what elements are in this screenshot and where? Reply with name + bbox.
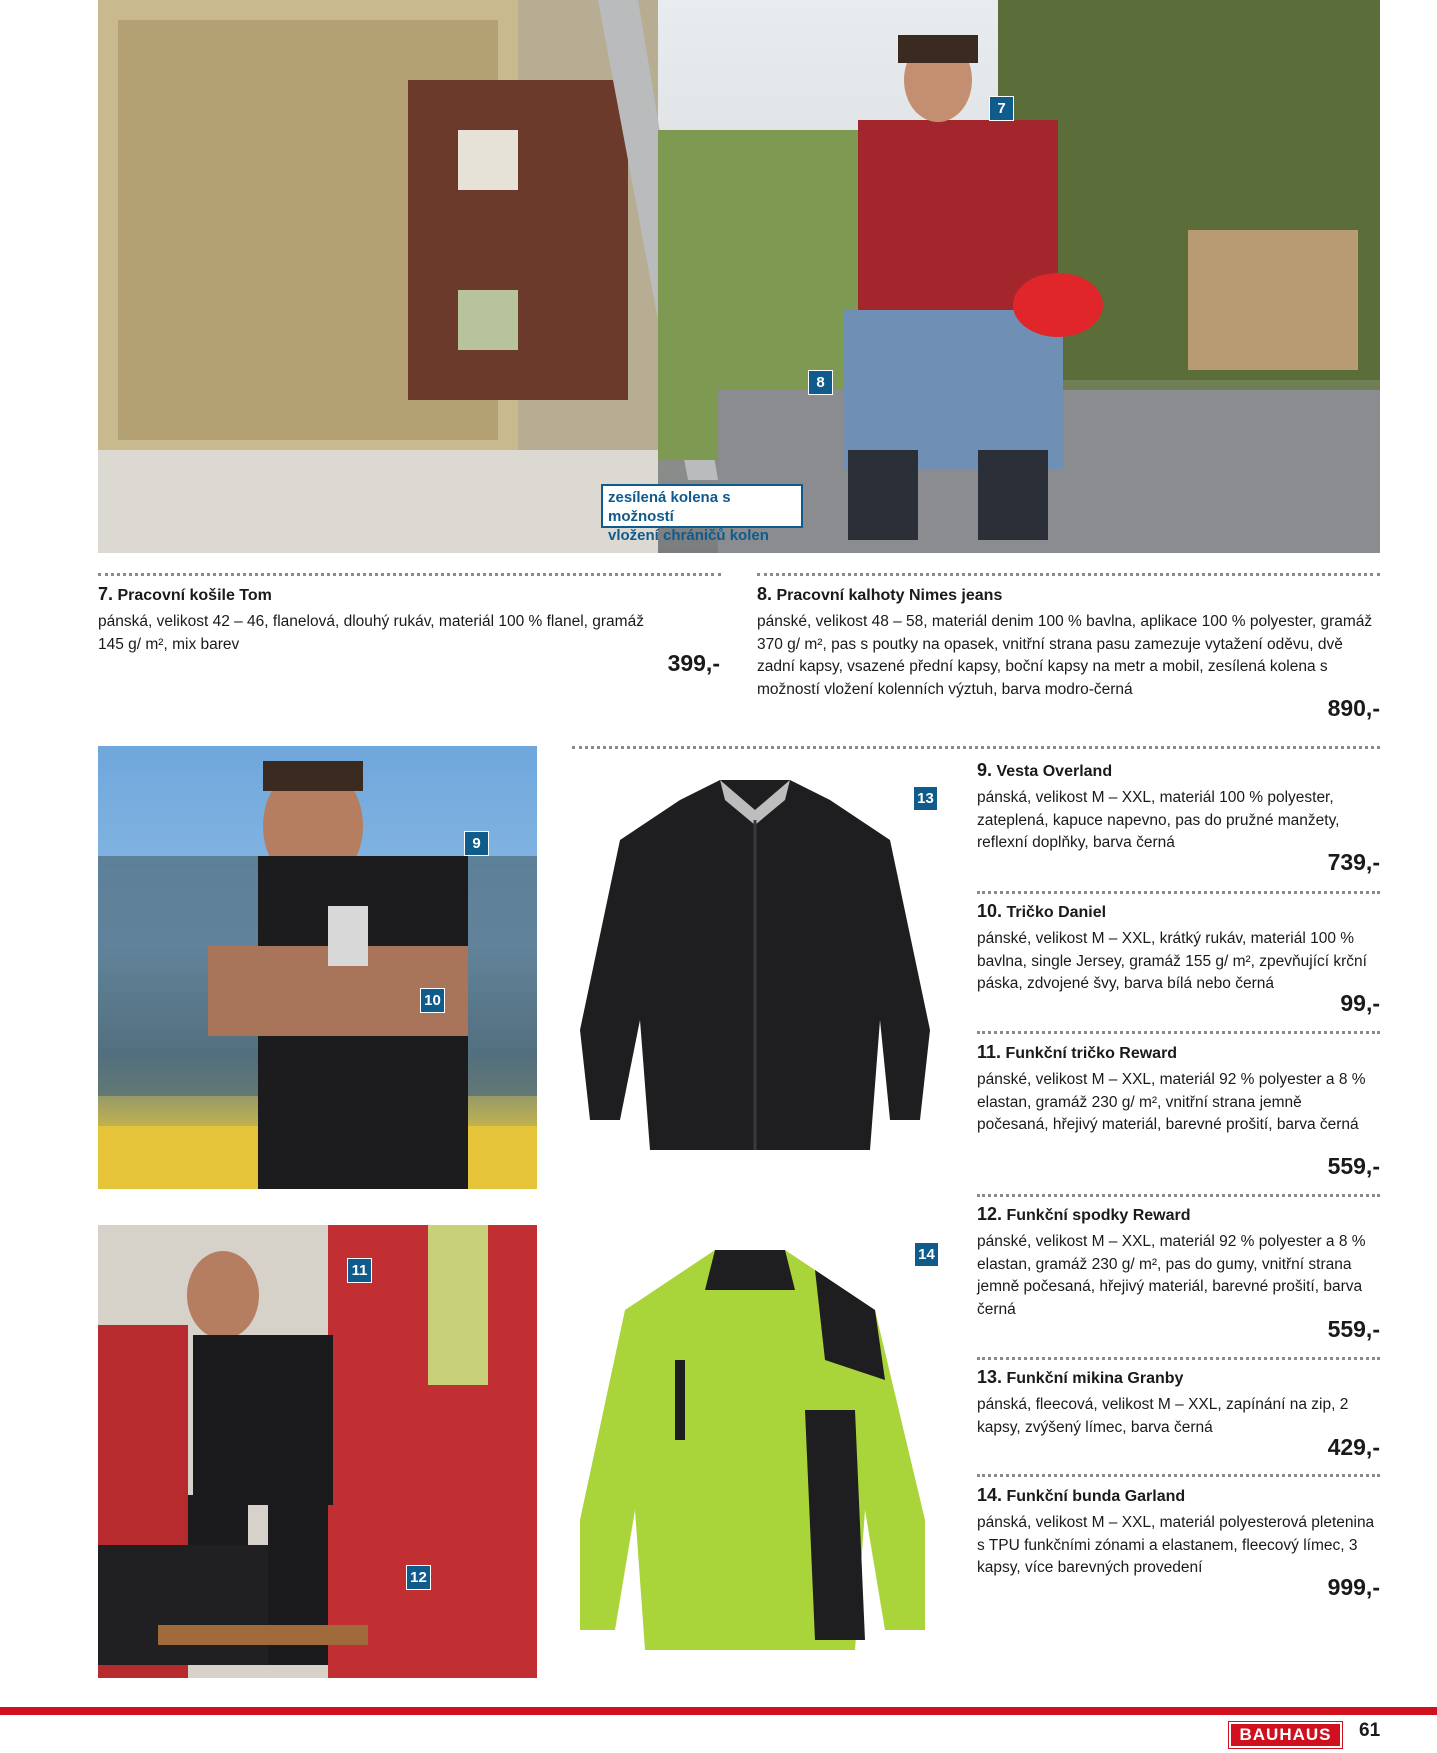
green-jacket-illustration bbox=[565, 1240, 940, 1660]
product-10-price: 99,- bbox=[1340, 990, 1380, 1016]
vest-illustration bbox=[98, 746, 537, 1189]
product-13 bbox=[977, 1367, 1377, 1439]
callout-line-1: zesílená kolena s možností bbox=[608, 489, 731, 525]
hero-photo bbox=[98, 0, 1380, 553]
fleece-jacket-photo bbox=[560, 770, 940, 1170]
product-7-title: 7. Pracovní košile Tom bbox=[98, 584, 272, 604]
product-11-price: 559,- bbox=[1327, 1153, 1380, 1179]
product-13-title: 13. Funkční mikina Granby bbox=[977, 1367, 1184, 1387]
page-number: 61 bbox=[1359, 1720, 1381, 1741]
product-10-title: 10. Tričko Daniel bbox=[977, 901, 1107, 921]
product-7-price: 399,- bbox=[667, 650, 720, 676]
product-7-desc: pánská, velikost 42 – 46, flanelová, dlouhý rukáv, materiál 100 % flanel, gramáž 145 g/ m², mix barev bbox=[98, 613, 644, 653]
product-14-price: 999,- bbox=[1327, 1574, 1380, 1600]
badge-8: 8 bbox=[808, 370, 833, 395]
badge-11: 11 bbox=[347, 1258, 372, 1283]
green-jacket-photo bbox=[565, 1240, 940, 1660]
product-7 bbox=[98, 584, 658, 656]
product-8-desc: pánské, velikost 48 – 58, materiál denim 100 % bavlna, aplikace 100 % polyester, gramáž 370 g/ m², pas s poutky na opasek, vnitřní strana pasu zamezuje vytažení oděvu, dvě zadní kapsy, vsazené přední kapsy, boční kapsy na metr a mobil, zesílená kolena s možností vložení kolenních výztuh, barva modro-černá bbox=[757, 613, 1373, 698]
product-11 bbox=[977, 1042, 1377, 1137]
product-9-price: 739,- bbox=[1327, 849, 1380, 875]
product-10-desc: pánské, velikost M – XXL, krátký rukáv, materiál 100 % bavlna, single Jersey, gramáž 155 g/ m², zpevňující krční páska, zdvojené švy, barva bílá nebo černá bbox=[977, 930, 1367, 992]
product-9 bbox=[977, 760, 1377, 855]
product-8-title: 8. Pracovní kalhoty Nimes jeans bbox=[757, 584, 1003, 604]
product-12 bbox=[977, 1204, 1377, 1321]
product-11-title: 11. Funkční tričko Reward bbox=[977, 1042, 1178, 1062]
knee-callout bbox=[601, 484, 803, 544]
divider-14 bbox=[977, 1474, 1380, 1477]
fleece-jacket-illustration bbox=[560, 770, 940, 1170]
vest-photo bbox=[98, 746, 537, 1189]
product-8 bbox=[757, 584, 1377, 701]
badge-9: 9 bbox=[464, 831, 489, 856]
locker-photo bbox=[98, 1225, 537, 1678]
product-12-title: 12. Funkční spodky Reward bbox=[977, 1204, 1191, 1224]
product-13-price: 429,- bbox=[1327, 1434, 1380, 1460]
badge-13: 13 bbox=[913, 786, 938, 811]
product-14-title: 14. Funkční bunda Garland bbox=[977, 1485, 1186, 1505]
product-13-desc: pánská, fleecová, velikost M – XXL, zapínání na zip, 2 kapsy, zvýšený límec, barva černá bbox=[977, 1396, 1349, 1436]
divider-10 bbox=[977, 891, 1380, 894]
product-11-desc: pánské, velikost M – XXL, materiál 92 % polyester a 8 % elastan, gramáž 230 g/ m², vnitřní strana jemně počesaná, hřejivý materiál, barevné prošití, barva černá bbox=[977, 1071, 1366, 1133]
product-8-price: 890,- bbox=[1327, 695, 1380, 721]
badge-10: 10 bbox=[420, 988, 445, 1013]
divider-7 bbox=[98, 573, 721, 576]
badge-12: 12 bbox=[406, 1565, 431, 1590]
product-12-desc: pánské, velikost M – XXL, materiál 92 % polyester a 8 % elastan, gramáž 230 g/ m², pas do gumy, vnitřní strana jemně počesaná, hřejivý materiál, barevné prošití, barva černá bbox=[977, 1233, 1366, 1318]
badge-14: 14 bbox=[914, 1242, 939, 1267]
bauhaus-logo: BAUHAUS bbox=[1229, 1722, 1342, 1748]
divider-8 bbox=[757, 573, 1380, 576]
hero-illustration bbox=[98, 0, 1380, 553]
product-9-desc: pánská, velikost M – XXL, materiál 100 % polyester, zateplená, kapuce napevno, pas do pružné manžety, reflexní doplňky, barva černá bbox=[977, 789, 1340, 851]
product-10 bbox=[977, 901, 1377, 996]
product-14-desc: pánská, velikost M – XXL, materiál polyesterová pletenina s TPU funkčními zónami a elastanem, fleecový límec, 3 kapsy, více barevných provedení bbox=[977, 1514, 1375, 1576]
callout-line-2: vložení chráničů kolen bbox=[608, 527, 769, 544]
locker-illustration bbox=[98, 1225, 537, 1678]
footer-bar bbox=[0, 1707, 1437, 1715]
product-9-title: 9. Vesta Overland bbox=[977, 760, 1113, 780]
badge-7: 7 bbox=[989, 96, 1014, 121]
divider-13 bbox=[977, 1357, 1380, 1360]
divider-upper-right bbox=[572, 746, 1380, 749]
divider-12 bbox=[977, 1194, 1380, 1197]
product-14 bbox=[977, 1485, 1377, 1580]
divider-11 bbox=[977, 1031, 1380, 1034]
product-12-price: 559,- bbox=[1327, 1316, 1380, 1342]
